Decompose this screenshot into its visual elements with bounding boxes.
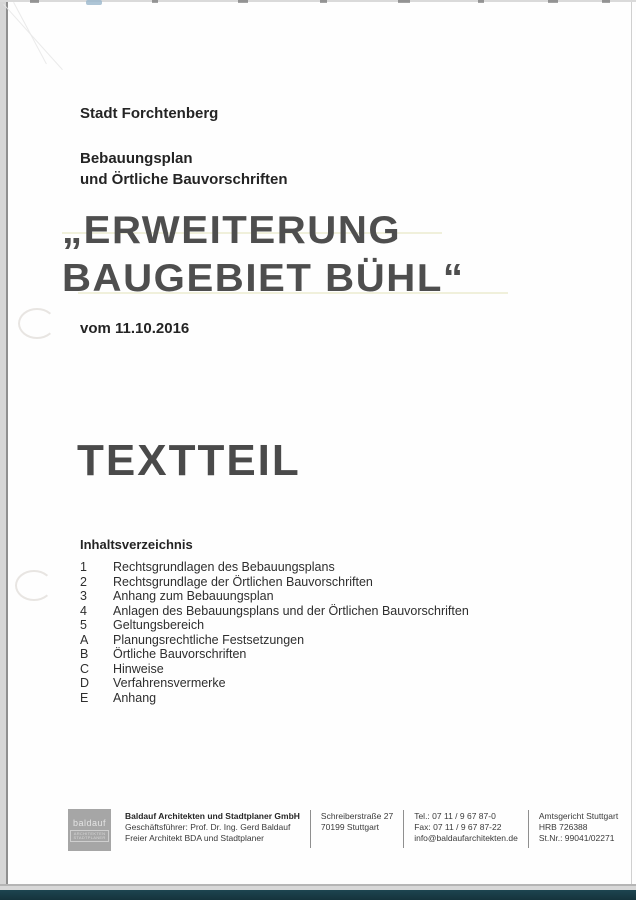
company-logo-word: baldauf [72, 818, 107, 828]
address-city: 70199 Stuttgart [320, 822, 380, 832]
toc-item [80, 589, 469, 604]
footer-divider [310, 810, 311, 848]
document-type [80, 148, 288, 190]
registry-taxno: St.Nr.: 99041/02271 [538, 833, 615, 843]
punch-hole [18, 308, 56, 339]
punch-hole [15, 570, 53, 601]
document-type-line1: Bebauungsplan [80, 150, 193, 167]
toc-item-label: Örtliche Bauvorschriften [113, 647, 247, 661]
scan-mark [478, 0, 484, 3]
registry-hrb: HRB 726388 [538, 822, 588, 832]
toc-item-key: 1 [80, 560, 87, 574]
footer-divider [528, 810, 529, 848]
toc-item [80, 662, 469, 677]
toc-item-key: C [80, 661, 90, 676]
scan-mark [320, 0, 327, 3]
toc-item-label: Geltungsbereich [113, 618, 205, 632]
company-info [125, 806, 300, 844]
toc-item-key: 2 [80, 574, 87, 589]
company-contact [414, 806, 518, 844]
scan-mark [398, 0, 410, 3]
toc-item-key: 5 [80, 618, 87, 632]
toc-item [80, 691, 469, 706]
paper-crease [13, 2, 47, 64]
scan-right-edge-line [631, 0, 632, 900]
toc-item [80, 647, 469, 662]
company-logo-subtext [70, 830, 108, 842]
toc-item-key: 3 [80, 589, 87, 603]
registry-court: Amtsgericht Stuttgart [538, 811, 619, 821]
toc-item [80, 604, 469, 619]
document-type-line2: und Örtliche Bauvorschriften [80, 171, 288, 188]
toc-item-label: Planungsrechtliche Festsetzungen [113, 632, 305, 647]
company-role: Freier Architekt BDA und Stadtplaner [125, 833, 264, 843]
toc-item-label: Rechtsgrundlage der Örtlichen Bauvorschriften [113, 574, 373, 589]
toc-item-key: D [80, 676, 90, 690]
toc-item-label: Hinweise [113, 661, 164, 676]
toc-item [80, 618, 469, 633]
toc-item [80, 560, 469, 575]
toc-item [80, 633, 469, 648]
scan-mark [602, 0, 610, 3]
scan-bottom-band [0, 890, 636, 900]
scan-mark [86, 0, 102, 5]
contact-tel: Tel.: 07 11 / 9 67 87-0 [414, 811, 496, 821]
company-ceo: Geschäftsführer: Prof. Dr. Ing. Gerd Baldauf [125, 822, 291, 832]
plan-title [62, 207, 465, 303]
toc-item-label: Anhang [113, 690, 157, 705]
toc-item-key: E [80, 690, 89, 705]
toc-item [80, 575, 469, 590]
table-of-contents [80, 560, 469, 705]
contact-fax: Fax: 07 11 / 9 67 87-22 [414, 822, 502, 832]
toc-item-label: Rechtsgrundlagen des Bebauungsplans [113, 560, 335, 574]
municipality-name: Stadt Forchtenberg [80, 105, 219, 122]
scan-mark [238, 0, 248, 3]
plan-title-line2: BAUGEBIET BÜHL“ [62, 257, 465, 300]
company-registry [539, 806, 618, 844]
contact-email: info@baldaufarchitekten.de [414, 833, 518, 843]
toc-item-key: 4 [80, 603, 87, 618]
company-name: Baldauf Architekten und Stadtplaner GmbH [125, 811, 300, 821]
address-street: Schreiberstraße 27 [320, 811, 394, 821]
scan-left-edge-line [6, 0, 8, 900]
part-heading: TEXTTEIL [77, 436, 301, 485]
company-logo-sub-line2: STADTPLANER [73, 835, 106, 840]
toc-item-key: B [80, 647, 89, 661]
plan-date: vom 11.10.2016 [80, 320, 190, 337]
footer-divider [403, 810, 404, 848]
scan-mark [548, 0, 558, 3]
toc-heading: Inhaltsverzeichnis [80, 537, 193, 552]
toc-item-key: A [80, 632, 89, 647]
toc-item-label: Anlagen des Bebauungsplans und der Örtlichen Bauvorschriften [113, 603, 469, 618]
company-logo-sub-line1: ARCHITEKTEN [73, 831, 106, 836]
scan-mark [30, 0, 39, 3]
toc-item-label: Verfahrensvermerke [113, 676, 226, 690]
toc-item-label: Anhang zum Bebauungsplan [113, 589, 274, 603]
toc-item [80, 676, 469, 691]
company-address [321, 806, 393, 833]
scan-mark [152, 0, 158, 3]
letterhead-footer [68, 806, 619, 851]
company-logo [68, 809, 111, 851]
plan-title-line1: „ERWEITERUNG [62, 209, 402, 252]
